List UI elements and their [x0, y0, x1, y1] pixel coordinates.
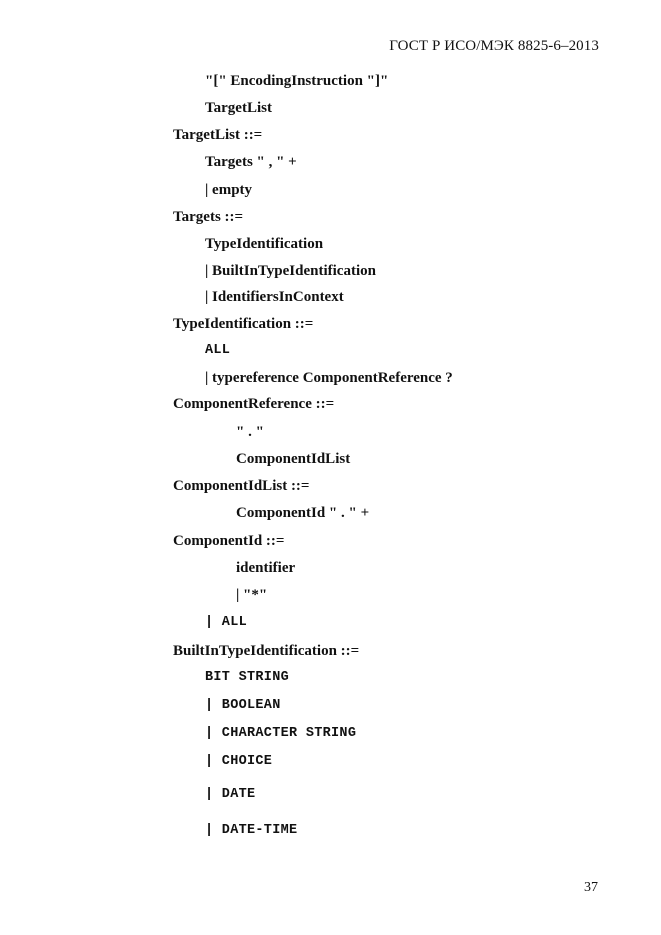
grammar-keyword-line: | BOOLEAN	[205, 698, 281, 713]
grammar-keyword-line: ALL	[205, 343, 231, 358]
grammar-rule-heading: ComponentId ::=	[173, 533, 285, 549]
page-number: 37	[584, 880, 598, 895]
grammar-line: Targets " , " +	[205, 154, 297, 170]
grammar-line: TypeIdentification	[205, 236, 324, 252]
grammar-line: ComponentId " . " +	[236, 505, 370, 521]
grammar-keyword-line: | ALL	[205, 615, 248, 630]
grammar-line: identifier	[236, 560, 296, 576]
grammar-line: ComponentIdList	[236, 451, 351, 467]
grammar-rule-heading: BuiltInTypeIdentification ::=	[173, 643, 360, 659]
grammar-keyword-line: | DATE-TIME	[205, 823, 298, 838]
grammar-line: " . "	[236, 424, 264, 440]
grammar-keyword-line: BIT STRING	[205, 670, 290, 685]
grammar-keyword-line: | DATE	[205, 787, 256, 802]
document-header: ГОСТ Р ИСО/МЭК 8825-6–2013	[389, 38, 599, 54]
grammar-keyword-line: | CHOICE	[205, 754, 273, 769]
grammar-line: | BuiltInTypeIdentification	[205, 263, 376, 279]
grammar-line: | empty	[205, 182, 253, 198]
grammar-keyword-line: | CHARACTER STRING	[205, 726, 357, 741]
grammar-rule-heading: ComponentIdList ::=	[173, 478, 310, 494]
grammar-rule-heading: TypeIdentification ::=	[173, 316, 314, 332]
grammar-line: TargetList	[205, 100, 272, 116]
grammar-rule-heading: TargetList ::=	[173, 127, 263, 143]
grammar-rule-heading: ComponentReference ::=	[173, 396, 335, 412]
grammar-line: | "*"	[236, 587, 268, 603]
grammar-line: "[" EncodingInstruction "]"	[205, 73, 389, 89]
grammar-rule-heading: Targets ::=	[173, 209, 244, 225]
grammar-line: | typereference ComponentReference ?	[205, 370, 453, 386]
grammar-line: | IdentifiersInContext	[205, 289, 344, 305]
